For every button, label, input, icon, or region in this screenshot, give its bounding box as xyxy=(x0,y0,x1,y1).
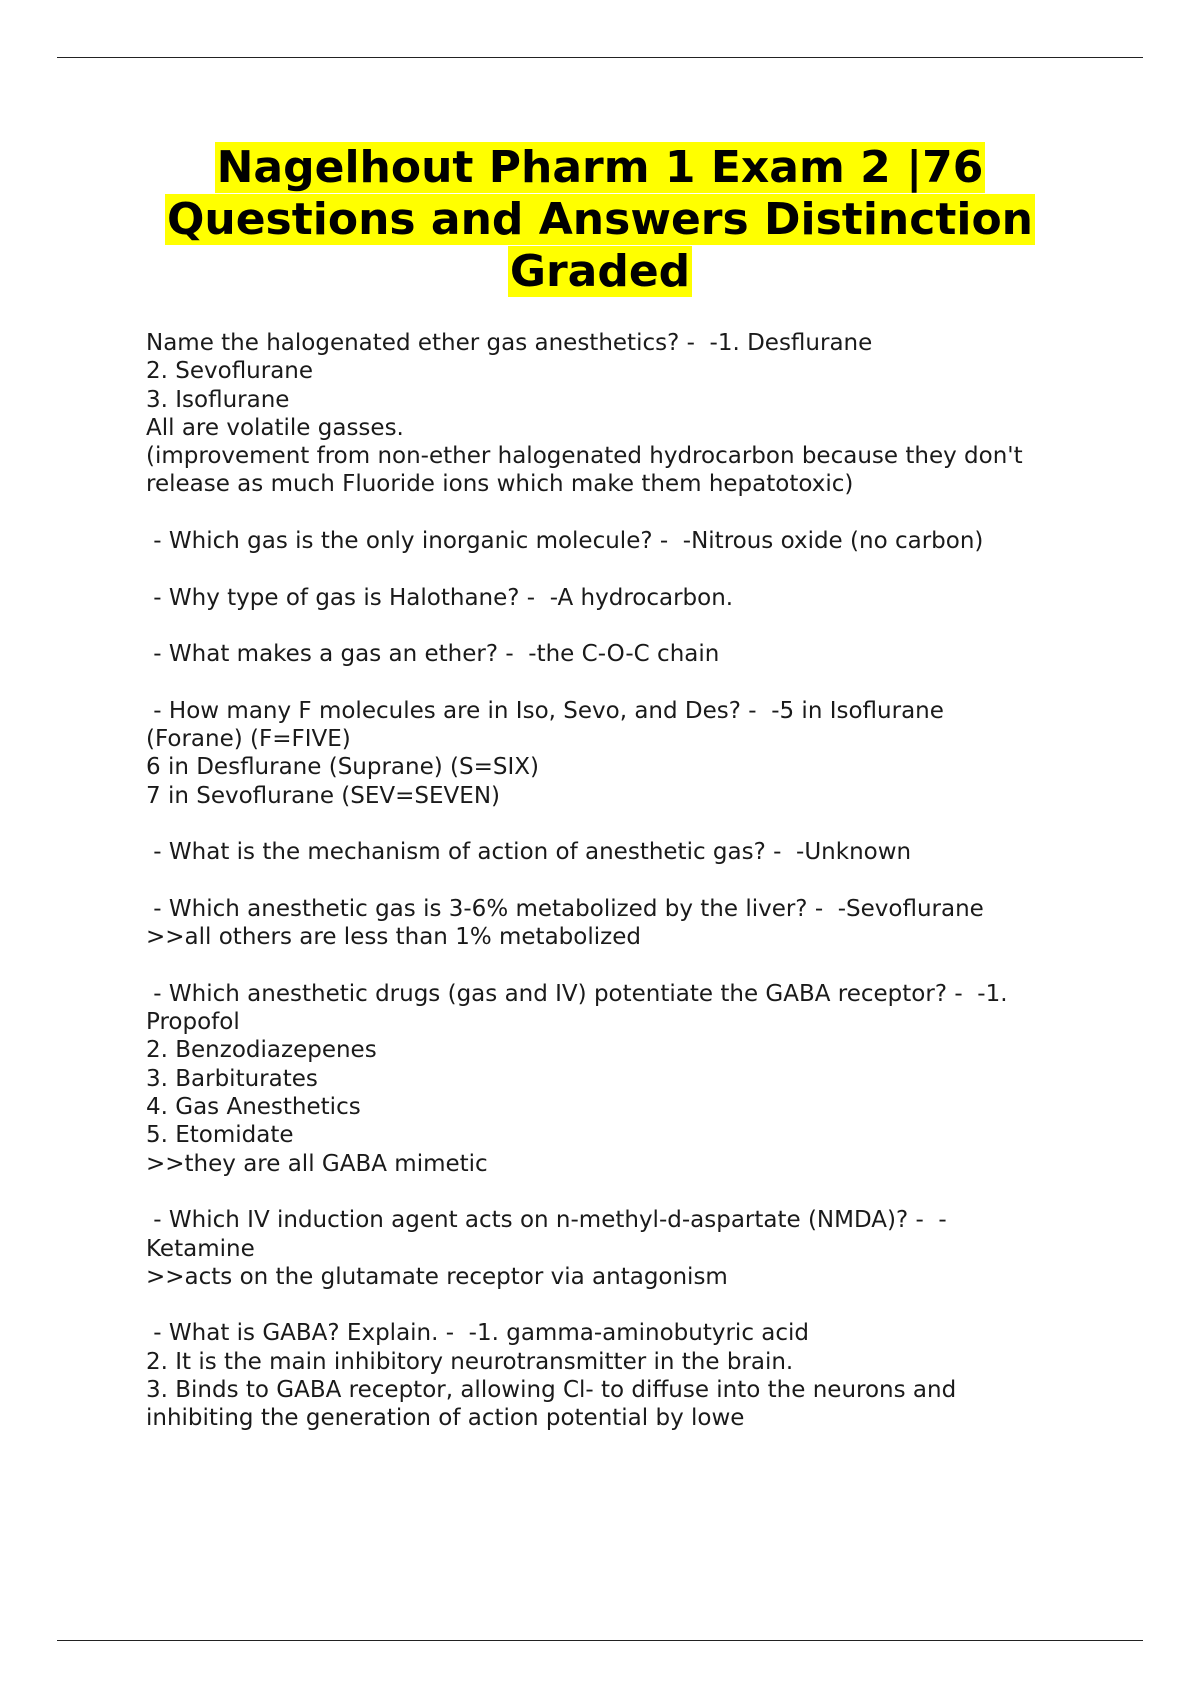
qa-line: Name the halogenated ether gas anesthetics? - -1. Desflurane xyxy=(146,330,873,356)
qa-line: 4. Gas Anesthetics xyxy=(146,1094,361,1121)
qa-block xyxy=(146,640,1086,668)
qa-line: Ketamine xyxy=(146,1235,255,1262)
qa-line: - Which anesthetic gas is 3-6% metabolized by the liver? - -Sevoflurane xyxy=(146,895,984,922)
bottom-rule xyxy=(57,1640,1143,1641)
qa-block xyxy=(146,527,1086,555)
qa-line: >>they are all GABA mimetic xyxy=(146,1150,488,1177)
qa-line: 3. Isoflurane xyxy=(146,386,290,413)
qa-line: - What makes a gas an ether? - -the C-O-C chain xyxy=(146,641,720,668)
title-line xyxy=(140,194,1060,246)
qa-block xyxy=(146,980,1086,1178)
qa-line: - What is GABA? Explain. - -1. gamma-aminobutyric acid xyxy=(146,1320,810,1347)
qa-line: - Why type of gas is Halothane? - -A hydrocarbon. xyxy=(146,584,734,611)
qa-line: 3. Barbiturates xyxy=(146,1065,318,1092)
title-line xyxy=(140,142,1060,194)
top-rule xyxy=(57,57,1143,58)
qa-line: - How many F molecules are in Iso, Sevo, and Des? - -5 in Isoflurane xyxy=(146,697,944,724)
document-body xyxy=(146,329,1086,1461)
qa-block xyxy=(146,895,1086,952)
qa-block xyxy=(146,329,1086,499)
qa-line: Propofol xyxy=(146,1009,240,1036)
qa-block xyxy=(146,1206,1086,1291)
qa-line: 2. Sevoflurane xyxy=(146,358,314,385)
qa-block xyxy=(146,1319,1086,1432)
title-line-text: Graded xyxy=(509,246,691,297)
qa-line: 5. Etomidate xyxy=(146,1122,294,1149)
qa-line: release as much Fluoride ions which make them hepatotoxic) xyxy=(146,471,854,498)
qa-block xyxy=(146,697,1086,810)
qa-line: 7 in Sevoflurane (SEV=SEVEN) xyxy=(146,782,500,809)
qa-line: - Which anesthetic drugs (gas and IV) potentiate the GABA receptor? - -1. xyxy=(146,980,1008,1007)
document-title xyxy=(140,142,1060,298)
qa-line: inhibiting the generation of action potential by lowe xyxy=(146,1405,745,1432)
qa-block xyxy=(146,838,1086,866)
qa-line: - What is the mechanism of action of anesthetic gas? - -Unknown xyxy=(146,839,912,866)
title-line-text: Questions and Answers Distinction xyxy=(166,194,1033,245)
qa-line: - Which IV induction agent acts on n-methyl-d-aspartate (NMDA)? - - xyxy=(146,1207,947,1234)
qa-block xyxy=(146,584,1086,612)
qa-line: >>acts on the glutamate receptor via antagonism xyxy=(146,1263,728,1290)
title-line-text: Nagelhout Pharm 1 Exam 2 |76 xyxy=(216,142,984,193)
title-line xyxy=(140,246,1060,298)
qa-line: >>all others are less than 1% metabolized xyxy=(146,924,641,951)
qa-line: 6 in Desflurane (Suprane) (S=SIX) xyxy=(146,754,539,781)
qa-line: - Which gas is the only inorganic molecule? - -Nitrous oxide (no carbon) xyxy=(146,528,984,555)
qa-line: (improvement from non-ether halogenated hydrocarbon because they don't xyxy=(146,443,1023,470)
qa-line: 3. Binds to GABA receptor, allowing Cl- to diffuse into the neurons and xyxy=(146,1376,957,1403)
qa-line: 2. It is the main inhibitory neurotransmitter in the brain. xyxy=(146,1348,794,1375)
qa-line: 2. Benzodiazepenes xyxy=(146,1037,377,1064)
qa-line: (Forane) (F=FIVE) xyxy=(146,726,351,753)
qa-line: All are volatile gasses. xyxy=(146,414,404,441)
